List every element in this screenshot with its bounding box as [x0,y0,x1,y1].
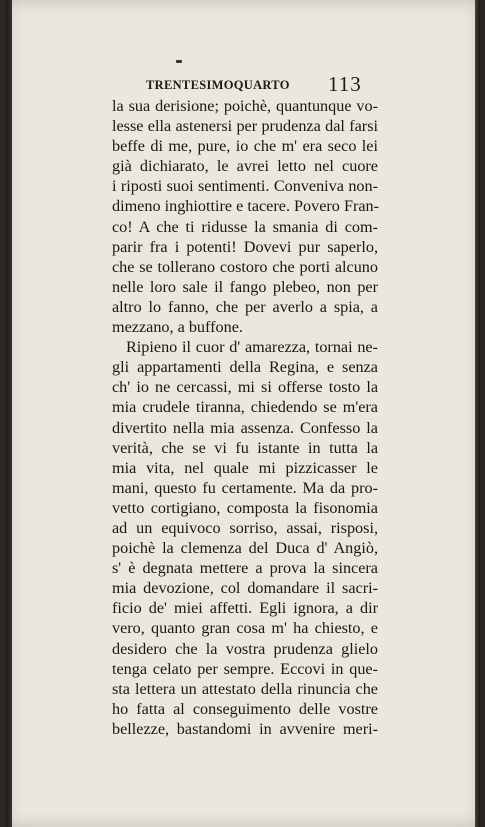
text-line: che se tollerano costoro che porti alcuno [112,257,378,276]
text-line: vero, quanto gran cosa m' ha chiesto, e [112,619,378,638]
text-line: tenga celato per sempre. Eccovi in que- [112,659,378,678]
text-line: lesse ella astenersi per prudenza dal farsi [112,117,378,136]
text-line: bellezze, bastandomi in avvenire meri- [112,719,378,738]
text-line: mia devozione, col domandare il sacri- [112,579,378,598]
book-page [6,0,480,827]
text-line: ho fatta al conseguimento delle vostre [112,699,378,718]
text-line: ad un equivoco sorriso, assai, risposi, [112,518,378,537]
text-line: verità, che se vi fu istante in tutta la [112,438,378,457]
page-number: 113 [328,72,362,96]
text-line: divertito nella mia assenza. Confesso la [112,418,378,437]
text-line: co! A che ti ridusse la smania di com- [112,217,378,236]
page-edge-right [475,0,480,827]
text-line: vetto cortigiano, composta la fisonomia [112,498,378,517]
text-line: altro lo fanno, che per averlo a spia, a [112,297,378,316]
text-line: s' è degnata mettere a prova la sincera [112,559,378,578]
text-line: la sua derisione; poichè, quantunque vo- [112,97,378,115]
body-text [112,96,378,739]
text-line: dimeno inghiottire e tacere. Povero Fran- [112,197,380,216]
text-line: poichè la clemenza del Duca d' Angiò, [112,539,378,558]
text-line: gli appartamenti della Regina, e senza [112,358,378,377]
text-line: nelle loro sale il fango plebeo, non per [112,277,378,296]
text-line: i riposti suoi sentimenti. Conveniva non- [112,177,378,196]
text-line: parir fra i potenti! Dovevi pur saperlo, [112,237,378,256]
ink-mark [176,60,182,63]
running-head: TRENTESIMOQUARTO [146,78,290,92]
text-line: Ripieno il cuor d' amarezza, tornai ne- [126,338,378,357]
text-line: ficio de' miei affetti. Egli ignora, a dir [112,599,378,618]
text-line: sta lettera un attestato della rinuncia che [112,679,378,698]
text-line: beffe di me, pure, io che m' era seco lei [112,137,378,156]
text-line: mia vita, nel quale mi pizzicasser le [112,458,378,477]
text-line: mani, questo fu certamente. Ma da pro- [112,478,378,497]
text-line: già dichiarato, le avrei letto nel cuore [112,157,378,176]
text-line: desidero che la vostra prudenza glielo [112,639,378,658]
text-line: mezzano, a buffone. [112,318,243,337]
page-edge-left [6,0,12,827]
text-line: mia crudele tiranna, chiedendo se m'era [112,398,378,417]
text-line: ch' io ne cercassi, mi si offerse tosto la [112,378,378,397]
